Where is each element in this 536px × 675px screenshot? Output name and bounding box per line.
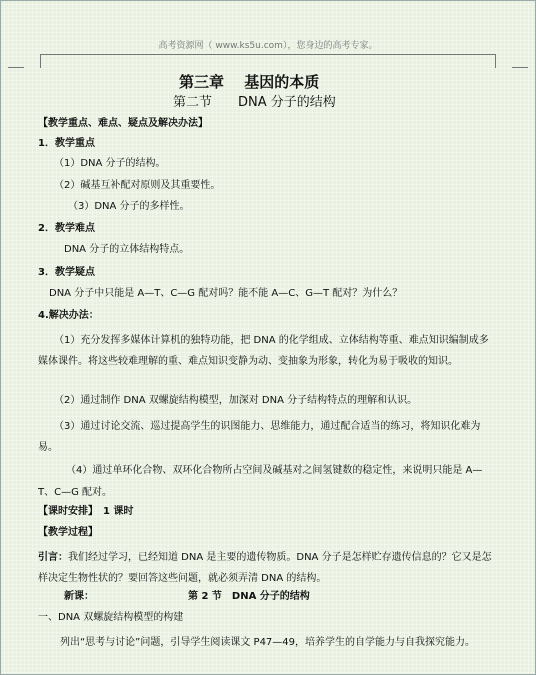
schedule-heading: 【课时安排】 1 课时 xyxy=(38,506,134,517)
difficulty-heading: 2．教学难点 xyxy=(38,223,95,234)
focus-item: （3）DNA 分子的多样性。 xyxy=(68,201,190,212)
focus-item: （2）碱基互补配对原则及其重要性。 xyxy=(54,180,221,191)
solution-paragraph: （1）充分发挥多媒体计算机的独特功能，把 DNA 的化学组成、立体结构等重、难点知识编制成多媒体课件。将这些较难理解的重、难点知识变静为动、变抽象为形象，转化为易于吸收的知识。 xyxy=(38,335,489,367)
new-lesson-label: 新课： xyxy=(64,591,94,602)
solution-heading: 4.解决办法： xyxy=(38,310,99,321)
crop-mark-left-bottom xyxy=(8,67,24,68)
page-header: 高考资源网（ www.ks5u.com），您身边的高考专家。 xyxy=(158,41,378,51)
intro-paragraph xyxy=(38,547,492,589)
crop-mark-right-bottom xyxy=(512,67,528,68)
part-one-heading: 一、DNA 双螺旋结构模型的构建 xyxy=(38,612,184,623)
header-rule xyxy=(40,54,496,55)
new-lesson-title: 第 2 节 DNA 分子的结构 xyxy=(188,591,310,602)
process-heading: 【教学过程】 xyxy=(38,527,98,538)
key-points-heading: 【教学重点、难点、疑点及解决办法】 xyxy=(38,118,208,129)
doubt-heading: 3．教学疑点 xyxy=(38,267,95,278)
intro-label: 引言： xyxy=(38,552,68,563)
intro-text: 我们经过学习，已经知道 DNA 是主要的遗传物质。DNA 分子是怎样贮存遗传信息的？它又是怎样决定生物性状的？要回答这些问题，就必须弄清 DNA 的结构。 xyxy=(38,552,492,584)
section-title: 第二节 DNA 分子的结构 xyxy=(173,95,336,110)
crop-mark-left xyxy=(24,54,41,68)
crop-mark-right xyxy=(495,54,512,68)
focus-item: （1）DNA 分子的结构。 xyxy=(54,158,166,169)
solution-paragraph: （4）通过单环化合物、双环化合物所占空间及碱基对之间氢键数的稳定性，来说明只能是 A—T、C—G 配对。 xyxy=(38,465,483,498)
solution-paragraph: （3）通过讨论交流、巡过提高学生的识图能力、思维能力，通过配合适当的练习，将知识化难为易。 xyxy=(38,421,481,453)
doubt-text: DNA 分子中只能是 A—T、C—G 配对吗？能不能 A—C、G—T 配对？为什么？ xyxy=(49,288,403,299)
part-one-text: 列出“思考与讨论”问题，引导学生阅读课文 P47—49，培养学生的自学能力与自我探究能力。 xyxy=(60,637,476,648)
chapter-title: 第三章 基因的本质 xyxy=(179,73,320,91)
focus-heading: 1．教学重点 xyxy=(38,138,95,149)
difficulty-text: DNA 分子的立体结构特点。 xyxy=(64,244,190,255)
solution-paragraph: （2）通过制作 DNA 双螺旋结构模型，加深对 DNA 分子结构特点的理解和认识。 xyxy=(54,395,418,406)
